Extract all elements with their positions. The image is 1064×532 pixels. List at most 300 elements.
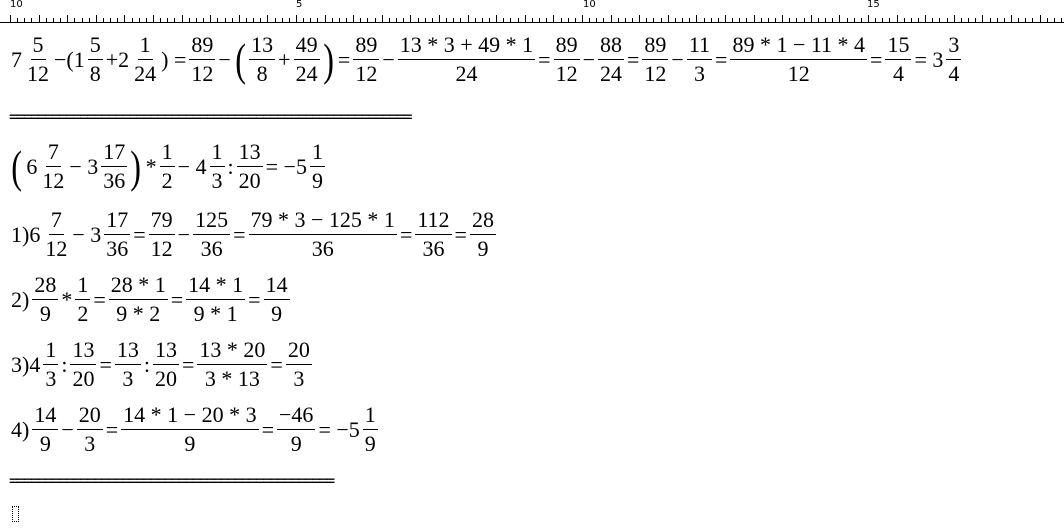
ruler-tick — [460, 18, 461, 22]
text-cursor — [12, 506, 19, 522]
ruler-tick — [410, 15, 411, 22]
math-text: 7 — [11, 46, 22, 72]
ruler-tick — [167, 18, 168, 22]
math-text: : — [143, 351, 150, 377]
equation-line-2 — [9, 140, 326, 193]
fraction-denominator: 9 — [184, 431, 196, 456]
ruler-tick — [60, 18, 61, 22]
fraction-denominator: 3 — [211, 168, 223, 193]
ruler-tick — [17, 18, 18, 22]
fraction — [43, 208, 69, 261]
ruler-tick — [310, 18, 311, 22]
fraction — [121, 403, 258, 456]
fraction-numerator: 11 — [687, 33, 712, 60]
ruler-tick — [24, 18, 25, 22]
fraction-denominator: 12 — [191, 61, 214, 86]
math-text: = — [870, 46, 883, 72]
ruler-tick — [325, 15, 326, 22]
ruler-tick — [453, 18, 454, 22]
fraction-numerator: 28 — [470, 208, 496, 235]
fraction-denominator: 9 — [39, 301, 51, 326]
fraction — [237, 140, 263, 193]
fraction-denominator: 3 — [693, 61, 705, 86]
ruler-tick — [553, 15, 554, 22]
ruler-tick — [818, 18, 819, 22]
math-text: = −5 — [318, 416, 360, 442]
ruler-tick — [653, 18, 654, 22]
fraction-numerator: 1 — [160, 140, 175, 167]
fraction — [75, 273, 90, 326]
ruler-tick — [1004, 18, 1005, 22]
fraction — [101, 140, 127, 193]
ruler-tick — [346, 18, 347, 22]
ruler-tick — [389, 18, 390, 22]
ruler-tick — [954, 15, 955, 22]
ruler-tick — [260, 18, 261, 22]
ruler-tick — [975, 18, 976, 22]
fraction-numerator: 15 — [885, 33, 911, 60]
ruler-tick — [317, 18, 318, 22]
ruler-tick — [403, 18, 404, 22]
ruler-tick — [725, 15, 726, 22]
ruler-tick — [160, 18, 161, 22]
ruler-tick — [696, 15, 697, 22]
ruler-tick — [561, 18, 562, 22]
fraction-numerator: 1 — [210, 140, 225, 167]
fraction-numerator: 13 — [153, 338, 179, 365]
ruler-tick — [232, 18, 233, 22]
ruler-tick — [854, 18, 855, 22]
ruler-tick — [296, 15, 297, 22]
ruler-tick — [1032, 18, 1033, 22]
ruler-tick — [360, 18, 361, 22]
ruler-tick — [925, 15, 926, 22]
fraction-numerator: 14 * 1 — [186, 273, 245, 300]
ruler-tick — [96, 15, 97, 22]
math-text: = 3 — [914, 46, 944, 72]
ruler-tick — [918, 18, 919, 22]
fraction-numerator: 17 — [104, 208, 130, 235]
fraction-numerator: 79 * 3 − 125 * 1 — [249, 208, 397, 235]
math-text: + — [278, 46, 291, 72]
fraction-numerator: 49 — [294, 33, 320, 60]
math-text: = — [233, 221, 246, 247]
ruler-tick — [117, 18, 118, 22]
ruler-tick — [182, 15, 183, 22]
math-text: − — [582, 46, 595, 72]
fraction — [730, 33, 867, 86]
ruler-tick — [1061, 18, 1062, 22]
ruler-tick — [997, 18, 998, 22]
solution-step-1 — [9, 208, 497, 261]
math-text: 2) — [11, 286, 30, 312]
fraction-numerator: 125 — [193, 208, 230, 235]
fraction-numerator: 14 * 1 − 20 * 3 — [121, 403, 258, 430]
ruler-tick — [782, 15, 783, 22]
ruler-tick — [1011, 15, 1012, 22]
ruler-tick — [568, 18, 569, 22]
fraction-numerator: 88 — [598, 33, 624, 60]
math-text: = — [627, 46, 640, 72]
separator-line-1: ========================================================= — [9, 107, 410, 126]
ruler-tick — [939, 18, 940, 22]
ruler-tick — [889, 18, 890, 22]
ruler-tick — [668, 15, 669, 22]
fraction-denominator: 4 — [892, 61, 904, 86]
ruler-tick — [968, 18, 969, 22]
ruler-tick — [847, 18, 848, 22]
ruler-tick — [582, 15, 583, 22]
ruler-tick — [811, 15, 812, 22]
ruler-tick — [418, 18, 419, 22]
fraction-denominator: 20 — [238, 168, 261, 193]
ruler-tick — [646, 18, 647, 22]
ruler-label-5: 5 — [296, 0, 303, 10]
fraction — [32, 273, 58, 326]
big-parenthesis: ) — [130, 140, 142, 192]
ruler-tick — [990, 18, 991, 22]
fraction-denominator: 36 — [103, 168, 126, 193]
fraction-denominator: 9 — [39, 431, 51, 456]
fraction-denominator: 9 * 1 — [193, 301, 238, 326]
ruler-tick — [739, 18, 740, 22]
ruler-tick — [746, 18, 747, 22]
fraction-numerator: 5 — [88, 33, 103, 60]
math-text: = — [399, 221, 413, 247]
ruler-tick — [196, 18, 197, 22]
ruler-tick — [603, 18, 604, 22]
math-text: − 4 — [177, 153, 207, 179]
fraction — [197, 338, 267, 391]
math-text: = — [133, 221, 146, 247]
ruler-tick — [911, 18, 912, 22]
math-text: 1)6 — [11, 221, 41, 247]
fraction-denominator: 12 — [45, 236, 68, 261]
math-text: − 3 — [69, 153, 99, 179]
math-text: = — [248, 286, 261, 312]
math-text: 6 — [26, 153, 38, 179]
fraction-numerator: 89 — [189, 33, 215, 60]
ruler-tick — [103, 18, 104, 22]
ruler-tick — [518, 18, 519, 22]
separator-line-2: ============================================== — [9, 471, 333, 490]
fraction-denominator: 8 — [89, 61, 101, 86]
fraction — [149, 208, 175, 261]
fraction-numerator: 20 — [77, 403, 103, 430]
math-text: −(1 — [54, 46, 85, 72]
ruler-tick — [682, 18, 683, 22]
ruler-tick — [832, 18, 833, 22]
fraction — [25, 33, 51, 86]
big-parenthesis: ( — [235, 33, 246, 85]
fraction-numerator: 7 — [46, 140, 61, 167]
fraction — [415, 208, 451, 261]
ruler-tick — [732, 18, 733, 22]
math-text: * — [145, 153, 157, 179]
fraction — [115, 338, 141, 391]
fraction — [398, 33, 535, 86]
fraction — [642, 33, 668, 86]
ruler-tick — [367, 18, 368, 22]
fraction — [286, 338, 312, 391]
ruler-tick — [639, 15, 640, 22]
ruler-tick — [482, 18, 483, 22]
ruler-tick — [775, 18, 776, 22]
fraction-denominator: 9 * 2 — [116, 301, 161, 326]
fraction-numerator: 1 — [363, 403, 378, 430]
fraction-denominator: 9 — [364, 431, 376, 456]
math-text: − — [382, 46, 395, 72]
fraction-denominator: 12 — [27, 61, 49, 86]
fraction — [687, 33, 712, 86]
ruler-tick — [225, 18, 226, 22]
solution-step-4 — [9, 403, 379, 456]
fraction-denominator: 36 — [422, 236, 445, 261]
ruler-tick — [532, 18, 533, 22]
document-body[interactable] — [0, 23, 1064, 532]
fraction-numerator: 112 — [415, 208, 451, 235]
ruler-label-15: 15 — [867, 0, 880, 10]
fraction-denominator: 8 — [256, 61, 268, 86]
fraction — [77, 403, 103, 456]
ruler-tick — [253, 18, 254, 22]
fraction-denominator: 24 — [295, 61, 318, 86]
fraction — [470, 208, 496, 261]
ruler-tick — [618, 18, 619, 22]
fraction-numerator: 28 * 1 — [109, 273, 168, 300]
ruler-tick — [1040, 15, 1041, 22]
ruler-tick — [1025, 18, 1026, 22]
math-text: = — [170, 286, 184, 312]
ruler-tick — [711, 18, 712, 22]
ruler-tick — [718, 18, 719, 22]
fraction — [363, 403, 378, 456]
math-text: ) = — [161, 46, 187, 72]
fraction-numerator: 89 — [353, 33, 379, 60]
fraction-numerator: 1 — [43, 338, 58, 365]
ruler-tick — [153, 15, 154, 22]
ruler-tick — [82, 18, 83, 22]
fraction-denominator: 3 — [122, 366, 134, 391]
fraction-numerator: 1 — [75, 273, 90, 300]
ruler-tick — [46, 18, 47, 22]
ruler-tick — [289, 18, 290, 22]
fraction-numerator: 28 — [32, 273, 58, 300]
math-text: 3)4 — [11, 351, 41, 377]
ruler-label-10: 10 — [583, 0, 596, 10]
fraction-denominator: 9 — [271, 301, 283, 326]
fraction-numerator: 3 — [946, 33, 961, 60]
math-text: : — [227, 153, 234, 179]
ruler-tick — [210, 15, 211, 22]
ruler-tick — [754, 15, 755, 22]
math-text: = — [270, 351, 283, 377]
fraction — [70, 338, 96, 391]
fraction — [249, 33, 275, 86]
ruler-tick — [596, 18, 597, 22]
math-text: +2 — [105, 46, 130, 72]
ruler-tick — [839, 15, 840, 22]
ruler-tick — [611, 15, 612, 22]
math-text: = — [182, 351, 195, 377]
ruler-tick — [675, 18, 676, 22]
fraction — [153, 338, 179, 391]
fraction — [132, 33, 158, 86]
ruler-tick — [804, 18, 805, 22]
fraction-numerator: 13 — [237, 140, 263, 167]
math-text: = — [538, 46, 551, 72]
ruler-tick — [396, 18, 397, 22]
ruler-tick — [146, 18, 147, 22]
fraction — [193, 208, 230, 261]
ruler-tick — [439, 15, 440, 22]
ruler-tick — [825, 18, 826, 22]
ruler[interactable] — [0, 0, 1064, 23]
fraction-denominator: 12 — [355, 61, 378, 86]
fraction-denominator: 12 — [787, 61, 810, 86]
ruler-tick — [1047, 18, 1048, 22]
ruler-tick — [1018, 18, 1019, 22]
ruler-tick — [489, 18, 490, 22]
fraction-denominator: 36 — [106, 236, 129, 261]
fraction-numerator: 13 — [115, 338, 141, 365]
ruler-tick — [575, 18, 576, 22]
math-text: * — [61, 286, 73, 312]
fraction — [885, 33, 911, 86]
fraction-denominator: 12 — [150, 236, 173, 261]
ruler-tick — [282, 18, 283, 22]
ruler-tick — [124, 15, 125, 22]
fraction-denominator: 24 — [134, 61, 157, 86]
fraction-numerator: 79 — [149, 208, 175, 235]
solution-step-3 — [9, 338, 313, 391]
ruler-tick — [89, 18, 90, 22]
ruler-tick — [661, 18, 662, 22]
ruler-tick — [468, 15, 469, 22]
fraction — [189, 33, 215, 86]
ruler-tick — [868, 15, 869, 22]
ruler-tick — [761, 18, 762, 22]
math-text: − — [61, 416, 74, 442]
ruler-tick — [74, 18, 75, 22]
ruler-tick — [625, 18, 626, 22]
math-text: − — [218, 46, 231, 72]
fraction-numerator: −46 — [277, 403, 315, 430]
ruler-tick — [1054, 18, 1055, 22]
ruler-tick — [539, 18, 540, 22]
ruler-tick — [796, 18, 797, 22]
ruler-tick — [189, 18, 190, 22]
math-text: = — [337, 46, 351, 72]
ruler-tick — [704, 18, 705, 22]
fraction-numerator: 89 — [554, 33, 580, 60]
fraction-denominator: 9 — [311, 168, 323, 193]
math-text: : — [61, 351, 68, 377]
fraction-numerator: 14 — [264, 273, 290, 300]
ruler-tick — [510, 18, 511, 22]
fraction — [160, 140, 175, 193]
ruler-tick — [332, 18, 333, 22]
math-text: 4) — [11, 416, 30, 442]
fraction-numerator: 89 — [642, 33, 668, 60]
ruler-tick — [425, 18, 426, 22]
fraction-numerator: 13 — [70, 338, 96, 365]
ruler-tick — [382, 15, 383, 22]
fraction — [598, 33, 624, 86]
fraction-denominator: 3 * 13 — [204, 366, 260, 391]
fraction-denominator: 12 — [644, 61, 667, 86]
ruler-tick — [632, 18, 633, 22]
fraction-denominator: 20 — [72, 366, 95, 391]
ruler-label-start: 10 — [10, 0, 23, 10]
ruler-tick — [589, 18, 590, 22]
fraction — [554, 33, 580, 86]
ruler-tick — [139, 18, 140, 22]
ruler-tick — [217, 18, 218, 22]
ruler-tick — [275, 18, 276, 22]
ruler-tick — [904, 18, 905, 22]
ruler-tick — [239, 15, 240, 22]
fraction — [40, 140, 66, 193]
ruler-tick — [203, 18, 204, 22]
fraction — [264, 273, 290, 326]
fraction — [249, 208, 397, 261]
fraction — [88, 33, 103, 86]
fraction-denominator: 9 — [290, 431, 302, 456]
ruler-tick — [31, 18, 32, 22]
ruler-tick — [932, 18, 933, 22]
fraction-denominator: 3 — [293, 366, 305, 391]
fraction-numerator: 5 — [31, 33, 46, 60]
fraction — [294, 33, 320, 86]
fraction-denominator: 20 — [155, 366, 177, 391]
fraction-denominator: 12 — [555, 61, 578, 86]
ruler-tick — [432, 18, 433, 22]
ruler-tick — [496, 15, 497, 22]
fraction-denominator: 2 — [161, 168, 173, 193]
fraction-numerator: 14 — [32, 403, 58, 430]
ruler-tick — [882, 18, 883, 22]
fraction — [210, 140, 225, 193]
math-text: = — [99, 351, 112, 377]
math-text: = — [261, 416, 275, 442]
big-parenthesis: ( — [11, 140, 23, 192]
ruler-tick — [961, 18, 962, 22]
math-text: = — [105, 416, 119, 442]
fraction-denominator: 4 — [948, 61, 960, 86]
fraction-numerator: 20 — [286, 338, 312, 365]
math-text: = — [93, 286, 106, 312]
fraction — [186, 273, 245, 326]
math-text: = — [715, 46, 728, 72]
solution-step-2 — [9, 273, 291, 326]
fraction-denominator: 36 — [311, 236, 334, 261]
fraction-numerator: 1 — [138, 33, 153, 60]
ruler-tick — [947, 18, 948, 22]
fraction — [353, 33, 379, 86]
fraction-denominator: 9 — [477, 236, 489, 261]
ruler-tick — [875, 18, 876, 22]
ruler-tick — [303, 18, 304, 22]
fraction — [104, 208, 130, 261]
fraction-denominator: 2 — [77, 301, 89, 326]
ruler-tick — [689, 18, 690, 22]
ruler-tick — [525, 15, 526, 22]
ruler-tick — [174, 18, 175, 22]
equation-line-1 — [9, 33, 962, 86]
fraction-numerator: 17 — [101, 140, 127, 167]
math-text: = — [454, 221, 467, 247]
